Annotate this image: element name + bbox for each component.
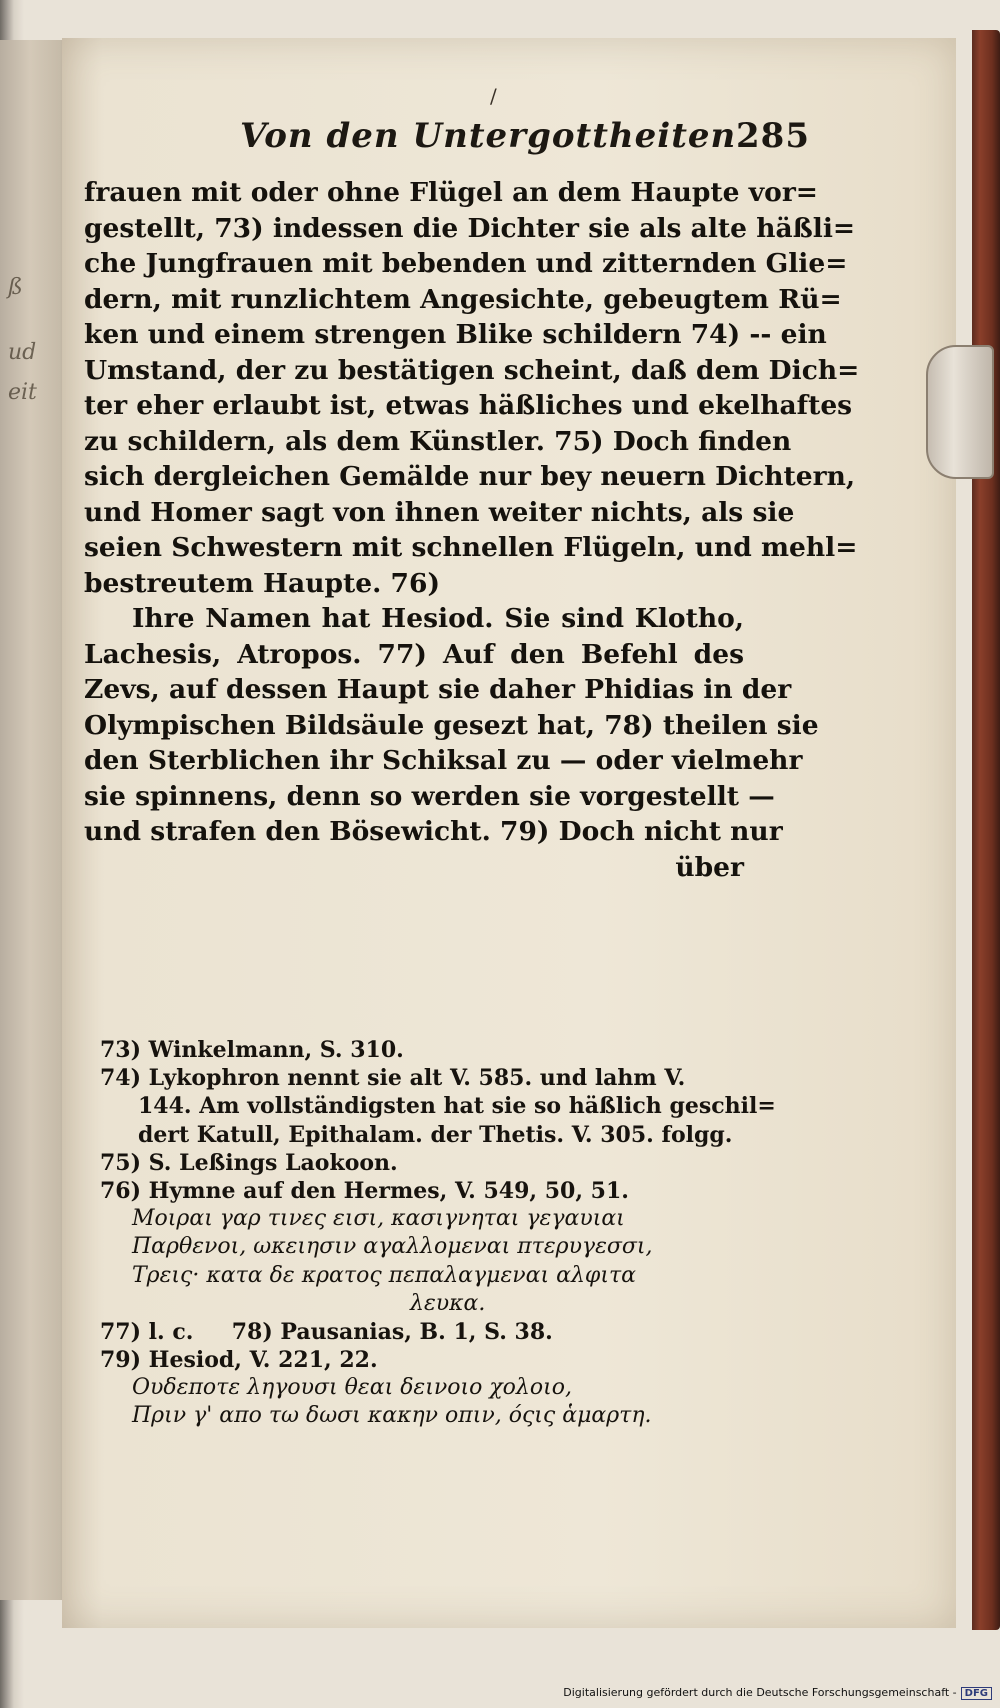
text-line: seien Schwestern mit schnellen Flügeln, und mehl= xyxy=(84,532,858,563)
text-line: che Jungfrauen mit bebenden und zitternden Glie= xyxy=(84,248,848,279)
footnote-line: 75) S. Leßings Laokoon. xyxy=(100,1149,398,1176)
text-line: Ihre Namen hat Hesiod. Sie sind Klotho, xyxy=(132,603,744,634)
greek-quote-line: Παρθενοι, ωκειησιν αγαλλομεναι πτερυγεσσι, xyxy=(132,1234,653,1260)
text-line: Olympischen Bildsäule gesezt hat, 78) theilen sie xyxy=(84,709,819,741)
greek-quote-line: Μοιραι γαρ τινες εισι, κασιγνηται γεγαυιαι xyxy=(132,1206,625,1232)
greek-quote-line: Πριν γ' απο τω δωσι κακην οπιν, όςις ἁμαρτη. xyxy=(132,1403,652,1429)
text-line: sie spinnens, denn so werden sie vorgestellt — xyxy=(84,780,775,812)
text-line: ter eher erlaubt ist, etwas häßliches und ekelhaftes xyxy=(84,390,853,421)
book-cover-edge xyxy=(972,30,1000,1630)
footnote-line: 74) Lykophron nennt sie alt V. 585. und lahm V. xyxy=(100,1065,686,1092)
text-line: ken und einem strengen Blike schildern 74) -- ein xyxy=(84,319,827,350)
greek-quote-line: Τρεις· κατα δε κρατος πεπαλαγμεναι αλφιτα xyxy=(132,1262,636,1288)
clasp-tab xyxy=(926,345,994,479)
text-line: zu schildern, als dem Künstler. 75) Doch finden xyxy=(84,425,792,457)
bleed-through-glyph: ud xyxy=(8,340,37,365)
footnote-line: 76) Hymne auf den Hermes, V. 549, 50, 51. xyxy=(100,1177,629,1204)
main-text xyxy=(84,175,860,885)
bleed-through-glyph: ß xyxy=(8,275,23,300)
text-line: Lachesis, Atropos. 77) Auf den Befehl des xyxy=(84,638,744,670)
greek-quote-line: Ουδεποτε ληγουσι θεαι δεινοιο χολοιο, xyxy=(132,1375,572,1401)
footnote-line: 73) Winkelmann, S. 310. xyxy=(100,1037,404,1063)
dfg-logo: DFG xyxy=(961,1687,992,1700)
text-line: und Homer sagt von ihnen weiter nichts, als sie xyxy=(84,496,795,528)
catchword: über xyxy=(675,851,744,883)
bleed-through-glyph: eit xyxy=(8,380,37,405)
greek-quote-line: λευκα. xyxy=(410,1290,486,1316)
text-line: Umstand, der zu bestätigen scheint, daß dem Dich= xyxy=(84,354,860,386)
page-number: 285 xyxy=(736,116,810,156)
text-line: bestreutem Haupte. 76) xyxy=(84,567,440,599)
text-line: dern, mit runzlichtem Angesichte, gebeugtem Rü= xyxy=(84,283,842,315)
running-title: Von den Untergottheiten xyxy=(240,116,737,156)
footnote-line: dert Katull, Epithalam. der Thetis. V. 305. folgg. xyxy=(138,1121,733,1148)
footnote-line: 77) l. c. 78) Pausanias, B. 1, S. 38. xyxy=(100,1318,553,1345)
text-line: sich dergleichen Gemälde nur bey neuern Dichtern, xyxy=(84,461,856,492)
footnote-line: 79) Hesiod, V. 221, 22. xyxy=(100,1347,378,1374)
footnotes xyxy=(100,1036,776,1431)
footnote-line: 144. Am vollständigsten hat sie so häßlich geschil= xyxy=(138,1093,776,1120)
text-line: Zevs, auf dessen Haupt sie daher Phidias in der xyxy=(84,674,792,705)
running-head xyxy=(170,82,810,156)
text-line: gestellt, 73) indessen die Dichter sie als alte häßli= xyxy=(84,212,856,244)
digitization-credit xyxy=(563,1686,992,1700)
text-line: und strafen den Bösewicht. 79) Doch nicht nur xyxy=(84,816,783,847)
text-line: frauen mit oder ohne Flügel an dem Haupte vor= xyxy=(84,177,818,208)
text-line: den Sterblichen ihr Schiksal zu — oder vielmehr xyxy=(84,745,803,776)
pencil-mark: / xyxy=(490,84,497,108)
credit-text: Digitalisierung gefördert durch die Deutsche Forschungsgemeinschaft - xyxy=(563,1686,957,1699)
